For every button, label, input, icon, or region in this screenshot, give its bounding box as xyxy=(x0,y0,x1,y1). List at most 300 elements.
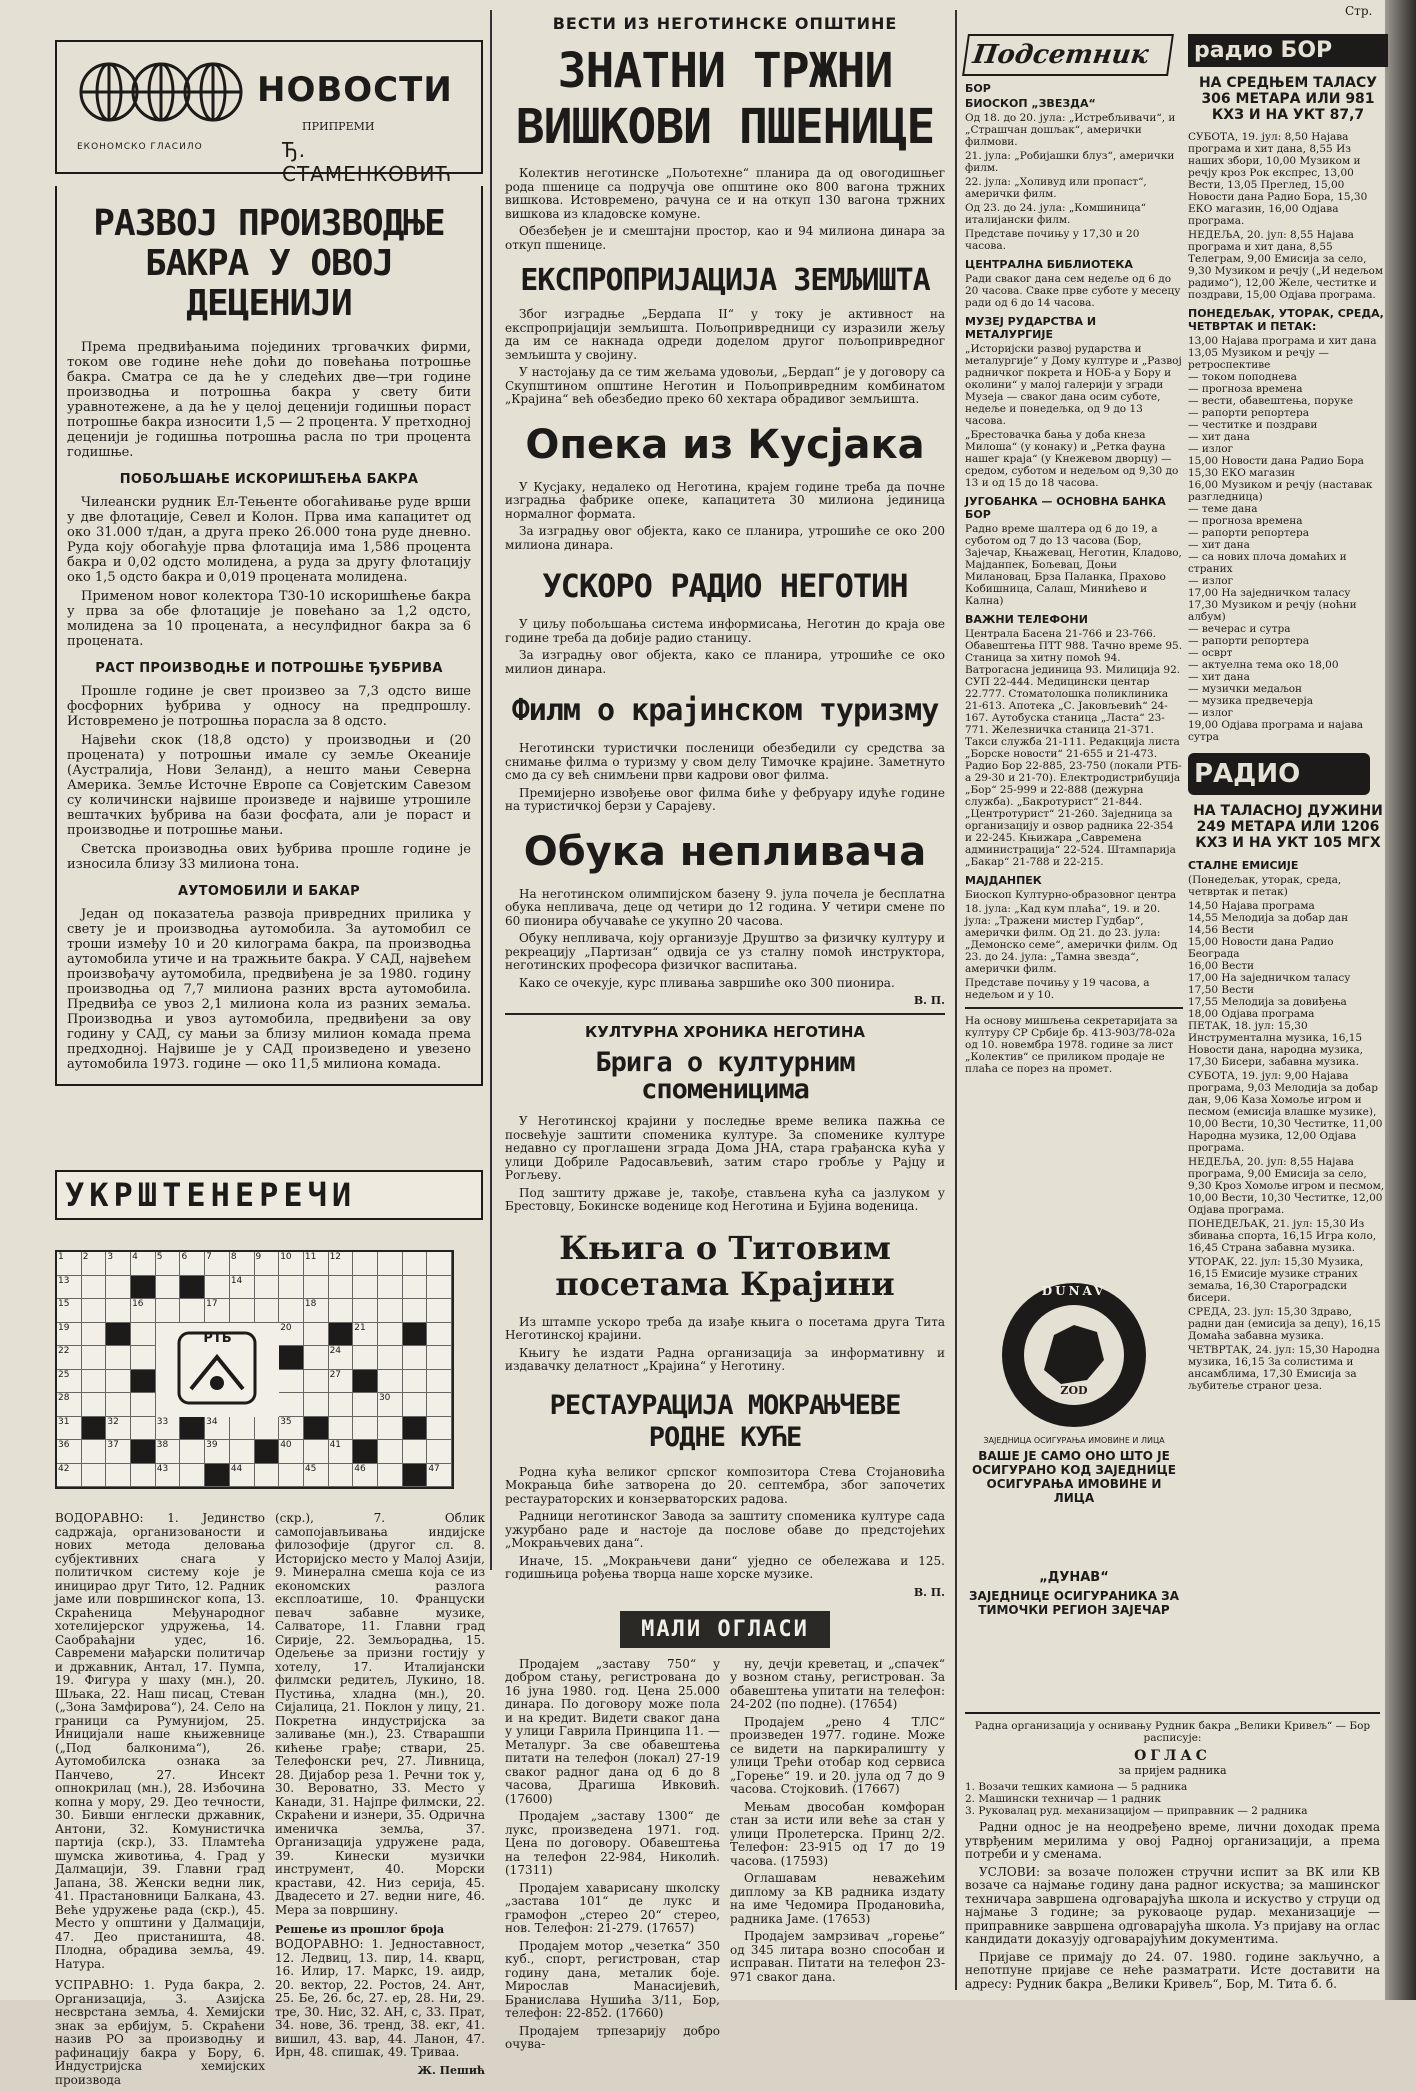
radio-weekday-item: 17,30 Музиком и речју (ноћни албум) xyxy=(1188,599,1357,623)
crossword-grid xyxy=(55,1250,454,1489)
brick-p2: За изградњу овог објекта, како се планира, утрошиће се око 200 милиона динара. xyxy=(505,524,945,552)
crossword-cell[interactable] xyxy=(106,1323,131,1347)
crossword-cell[interactable] xyxy=(304,1393,329,1417)
copper-p2: Применом новог колектора Т30-10 искоришћење бакра у прва за обе флотације је повећано за 1,2 одсто, молидена за 10 процената, а несулфидног бакра за 6 процената. xyxy=(67,589,471,649)
tito-p1: Из штампе ускоро треба да изађе књига о посетама друга Тита Неготинској крајини. xyxy=(505,1314,945,1342)
job-title: ОГЛАС xyxy=(1134,1748,1211,1764)
clues-down-start: УСПРАВНО: 1. Руда бакра, 2. Организација, 3. Азијска несврстана земља, 4. Хемијски знак за ербијум, 5. Скраћени назив РО за производњу и рафинацију бакра у Бору, 6. Индустријска хемијских производа xyxy=(55,1978,265,2087)
fertilizer-p3: Светска производња ових ђубрива прошле године је износила близу 33 милиона тона. xyxy=(67,842,471,872)
crossword-cell[interactable] xyxy=(329,1464,354,1488)
library-text: Ради сваког дана сем недеље од 6 до 20 часова. Сваке прве суботе у месецу ради од 6 до 14 часова. xyxy=(965,273,1181,309)
cinema-1: Од 18. до 20. јула: „Истребљивачи“, и „Страшчан дошљак“, амерички филмови. xyxy=(965,112,1176,148)
solution-title: Решење из прошлог броја xyxy=(275,1923,445,1936)
crossword-cell[interactable] xyxy=(378,1440,403,1464)
crossword-cell[interactable]: 27 xyxy=(329,1370,354,1394)
job-intro: Радна организација у оснивању Рудник бакра „Велики Кривељ“ — Бор расписује: xyxy=(974,1720,1371,1744)
crossword-cell[interactable] xyxy=(279,1464,304,1488)
crossword-cell[interactable] xyxy=(427,1276,452,1300)
radio-weekday-item: — прогноза времена xyxy=(1188,383,1303,395)
phones-heading: ВАЖНИ ТЕЛЕФОНИ xyxy=(965,613,1088,626)
radio-constant-item: 17,00 На заједничком таласу xyxy=(1188,972,1351,984)
culture-kicker: КУЛТУРНА ХРОНИКА НЕГОТИНА xyxy=(584,1023,866,1041)
radio-constant-heading: СТАЛНЕ ЕМИСИЈЕ xyxy=(1188,859,1299,872)
crossword-cell[interactable] xyxy=(255,1464,280,1488)
monuments-p2: Под заштиту државе је, такође, стављена кућа са јазлуком у Брестовцу, Бокинске воденице код Неготина и Бујина воденица. xyxy=(505,1185,945,1213)
radio-weekday-item: 16,00 Музиком и речју (наставак разгледница) xyxy=(1188,479,1373,503)
crossword-cell[interactable]: 37 xyxy=(106,1440,131,1464)
crossword-cell[interactable] xyxy=(180,1464,205,1488)
crossword-cell[interactable]: 12 xyxy=(329,1252,354,1276)
museum-heading: МУЗЕЈ РУДАРСТВА И МЕТАЛУРГИЈЕ xyxy=(965,315,1097,341)
crossword-cell[interactable] xyxy=(427,1440,452,1464)
crossword-cell[interactable] xyxy=(427,1323,452,1347)
crossword-cell[interactable] xyxy=(353,1393,378,1417)
job-item: 3. Руковалац руд. механизацијом — приправник — 2 радника xyxy=(965,1805,1308,1817)
majdanpek-text-3: Представе почињу у 19 часова, а недељом и у 10. xyxy=(965,977,1150,1001)
crossword-cell[interactable] xyxy=(353,1417,378,1441)
radio-column xyxy=(1188,14,1388,1704)
crossword-cell[interactable]: 11 xyxy=(304,1252,329,1276)
radio-constant-list xyxy=(1188,900,1388,1020)
radio-constant-item: 14,50 Најава програма xyxy=(1188,900,1315,912)
rtb-logo-text: РТБ xyxy=(203,1330,232,1346)
radio-thu2: ЧЕТВРТАК, 24. јул: 15,30 Народна музика, 16,15 За солистима и ансамблима, 17,30 Емисија за љубитеље страног џеза. xyxy=(1188,1344,1380,1392)
job-subtitle: за пријем радника xyxy=(1118,1764,1227,1777)
crossword-cell[interactable]: 19 xyxy=(57,1323,82,1347)
dunav-ad xyxy=(965,1280,1183,1510)
logo-title: НОВОСТИ xyxy=(257,70,453,110)
crossword-cell[interactable] xyxy=(82,1464,107,1488)
section-heading-fertilizer: РАСТ ПРОИЗВОДЊЕ И ПОТРОШЊЕ ЂУБРИВА xyxy=(95,661,443,676)
crossword-cell[interactable] xyxy=(156,1276,181,1300)
crossword-cell[interactable] xyxy=(131,1464,156,1488)
crossword-cell[interactable]: 6 xyxy=(180,1252,205,1276)
crossword-cell[interactable] xyxy=(82,1299,107,1323)
crossword-cell[interactable] xyxy=(131,1440,156,1464)
crossword-cell[interactable] xyxy=(378,1370,403,1394)
crossword-cell[interactable] xyxy=(131,1323,156,1347)
crossword-cell[interactable] xyxy=(255,1440,280,1464)
radio-weekday-item: — хит дана xyxy=(1188,431,1250,443)
crossword-cell[interactable]: 34 xyxy=(205,1417,230,1441)
cinema-5: Представе почињу у 17,30 и 20 часова. xyxy=(965,228,1140,252)
job-item: 1. Возачи тешких камиона — 5 радника xyxy=(965,1781,1188,1793)
radio-weekday-item: 15,30 ЕКО магазин xyxy=(1188,467,1296,479)
tito-p2: Књигу ће издати Радна организација за информативну и издавачку делатност „Крајина“ у Неготину. xyxy=(505,1345,945,1373)
cars-p1: Један од показатеља развоја привредних прилика у свету је и производња аутомобила. За аутомобил се троши између 10 и 20 килограма бакра, па производња аутомобила утиче и на тражњите бакра. У САД, највећем произвођачу аутомобила, предвиђена је за 1980. годину производња од 7,7 милиона разних врста аутомобила. Предвиђа се увоз 2,1 милиона кола из разних земаља. Производња и увоз аутомобила, предвиђени за ову годину у САД, су мањи за близу милион комада према предходној. Највише је у САД произведено и увезено аутомобила 1973. године — око 11,5 милиона комада. xyxy=(67,907,471,1072)
crossword-cell[interactable] xyxy=(329,1276,354,1300)
crossword-cell[interactable] xyxy=(403,1323,428,1347)
signature-vp-2: В. П. xyxy=(913,1585,945,1599)
radio-weekday-item: 13,05 Музиком и речју — ретроспективе xyxy=(1188,347,1329,371)
majdanpek-heading: МАЈДАНПЕК xyxy=(965,874,1042,887)
classifieds-banner xyxy=(620,1611,830,1648)
crossword-cell[interactable] xyxy=(427,1417,452,1441)
radio-bor-logo-text: радио БОР xyxy=(1194,38,1333,63)
crossword-cell[interactable] xyxy=(329,1393,354,1417)
crossword-cell[interactable] xyxy=(205,1464,230,1488)
crossword-cell[interactable] xyxy=(403,1346,428,1370)
crossword-cell[interactable] xyxy=(427,1252,452,1276)
job-text-3: Пријаве се примају до 24. 07. 1980. године закључно, а непотпуне пријаве се неће разматрати. Исте доставити на адресу: Рудник бакра „Велики Кривељ“, Бор, М. Тита б. б. xyxy=(965,1949,1380,1991)
radio-weekday-item: 15,00 Новости дана Радио Бора xyxy=(1188,455,1364,467)
crossword-cell[interactable] xyxy=(353,1299,378,1323)
crossword-cell[interactable]: 25 xyxy=(57,1370,82,1394)
crossword-cell[interactable]: 16 xyxy=(131,1299,156,1323)
crossword-cell[interactable] xyxy=(403,1393,428,1417)
signature-vp-1: В. П. xyxy=(913,994,945,1007)
reminder-divider xyxy=(965,1007,1183,1009)
ad-2: Продајем „заставу 1300“ де лукс, произведена 1971. год. Цена по договору. Обавештења на телефон 22-984, Николић. (17311) xyxy=(505,1809,720,1877)
radio-weekday-item: — теме дана xyxy=(1188,503,1258,515)
crossword-cell[interactable] xyxy=(180,1440,205,1464)
majdanpek-text-2: 18. јула: „Кад кум плаћа“, 19. и 20. јула: „Тражени мистер Гудбар“, амерички филм. Од 21. до 23. јула: „Демонско семе“, амерички филм. Од 23. до 24. јула: „Тамна звезда“, амерички филм. xyxy=(965,903,1178,975)
bor-label: БОР xyxy=(965,82,991,95)
crossword-cell[interactable] xyxy=(131,1276,156,1300)
crossword-cell[interactable] xyxy=(403,1370,428,1394)
crossword-cell[interactable]: 30 xyxy=(378,1393,403,1417)
crossword-title: УКРШТЕНЕРЕЧИ xyxy=(65,1176,357,1214)
expropriation-headline: ЕКСПРОПРИЈАЦИЈА ЗЕМЉИШТА xyxy=(520,263,930,298)
crossword-cell[interactable]: 7 xyxy=(205,1252,230,1276)
job-list xyxy=(965,1781,1380,1817)
crossword-cell[interactable]: 41 xyxy=(329,1440,354,1464)
radio-weekday-item: — излог xyxy=(1188,707,1234,719)
ad-8: Мењам двособан комфоран стан за исти или веће за стан у улици Пролетерска. Принц 2/2. Телефон: 23-915 од 17 до 19 часова. (17593) xyxy=(730,1799,945,1868)
crossword-cell[interactable]: 9 xyxy=(255,1252,280,1276)
crossword-cell[interactable] xyxy=(304,1440,329,1464)
crossword-cell[interactable] xyxy=(255,1276,280,1300)
crossword-cell[interactable]: 10 xyxy=(279,1252,304,1276)
section-heading-copper: ПОБОЉШАЊЕ ИСКОРИШЋЕЊА БАКРА xyxy=(119,472,419,487)
radio-constant-item: 18,00 Одјава програма xyxy=(1188,1008,1315,1020)
crossword-cell[interactable]: 39 xyxy=(205,1440,230,1464)
radio-weekday-item: — рапорти репортера xyxy=(1188,527,1309,539)
crossword-cell[interactable]: 1 xyxy=(57,1252,82,1276)
ad-6: ну, дечји креветац, и „спачек“ у возном стању, регистрован. За обавештења упитати на телефон: 24-202 (по подне). (17654) xyxy=(730,1656,945,1711)
crossword-clues xyxy=(55,1511,485,2087)
dunav-zod: ZOD xyxy=(1060,1384,1088,1397)
crossword-cell[interactable]: 38 xyxy=(156,1440,181,1464)
wheat-headline: ЗНАТНИ ТРЖНИ ВИШКОВИ ПШЕНИЦЕ xyxy=(515,43,935,155)
crossword-cell[interactable]: 13 xyxy=(57,1276,82,1300)
crossword-cell[interactable] xyxy=(427,1299,452,1323)
dunav-ring-text: ЗАЈЕДНИЦА ОСИГУРАЊА ИМОВИНЕ И ЛИЦА xyxy=(983,1436,1165,1445)
monuments-p1: У Неготинској крајини у последње време велика пажња се посвећује заштити споменика културе. За споменике културе недавно су проглашени зграда Дома ЈНА, стара грађанска кућа у улици Добриле Радосављевић, затим старо гробље у Рајцу и Рогљеву. xyxy=(505,1114,945,1182)
radio-weekdays-heading: ПОНЕДЕЉАК, УТОРАК, СРЕДА, ЧЕТВРТАК И ПЕТАК: xyxy=(1188,307,1384,333)
crossword-cell[interactable] xyxy=(180,1417,205,1441)
brick-p1: У Кусјаку, недалеко од Неготина, крајем године треба да почне изградња фабрике опеке, капацитета 30 милиона јединица нормалног формата. xyxy=(505,479,945,521)
crossword-cell[interactable] xyxy=(403,1464,428,1488)
crossword-cell[interactable]: 18 xyxy=(304,1299,329,1323)
crossword-cell[interactable]: 36 xyxy=(57,1440,82,1464)
cinema-3: 22. јула: „Холивуд или пропаст“, амерички филм. xyxy=(965,176,1147,200)
radio-weekday-item: — актуелна тема око 18,00 xyxy=(1188,659,1339,671)
crossword-cell[interactable] xyxy=(304,1370,329,1394)
crossword-cell[interactable]: 46 xyxy=(353,1464,378,1488)
radio-bor-frequency: НА СРЕДЊЕМ ТАЛАСУ 306 МЕТАРА ИЛИ 981 КХЗ И НА УКТ 87,7 xyxy=(1198,75,1378,123)
radio-weekday-item: — излог xyxy=(1188,575,1234,587)
ad-9: Оглашавам неважећим диплому за КВ радника издату на име Чедомира Продановића, радника Јаме. (17653) xyxy=(730,1871,945,1926)
film-headline: Филм о крајинском туризму xyxy=(511,693,939,728)
crossword-cell[interactable] xyxy=(279,1393,304,1417)
crossword-cell[interactable] xyxy=(403,1299,428,1323)
crossword-cell[interactable]: 17 xyxy=(205,1299,230,1323)
reminder-logo-text: Подсетник xyxy=(970,40,1151,70)
crossword-cell[interactable] xyxy=(353,1370,378,1394)
crossword-cell[interactable]: 24 xyxy=(329,1346,354,1370)
crossword-cell[interactable] xyxy=(403,1417,428,1441)
dunav-logo-icon xyxy=(999,1280,1149,1430)
page-edge-shadow xyxy=(1385,0,1416,2000)
radio-p2: За изградњу овог објекта, како се планира, утрошиће се око милион динара. xyxy=(505,648,945,676)
ad-3: Продајем хаварисану школску „застава 101“ де лукс и грамофон „стерео 20“ стерео, нов. Телефон: 21-279. (17657) xyxy=(505,1880,720,1935)
section-heading-cars: АУТОМОБИЛИ И БАКАР xyxy=(178,884,360,899)
radio-constant-item: 16,00 Вести xyxy=(1188,960,1255,972)
fertilizer-p1: Прошле године је свет произвео за 7,3 одсто више фосфорних ђубрива у односу на предпрошлу. Истовремено је потрошња порасла за 8 одсто. xyxy=(67,684,471,729)
crossword-cell[interactable]: 42 xyxy=(57,1464,82,1488)
crossword-cell[interactable] xyxy=(427,1346,452,1370)
crossword-cell[interactable] xyxy=(255,1299,280,1323)
crossword-cell[interactable]: 32 xyxy=(106,1417,131,1441)
crossword-cell[interactable]: 15 xyxy=(57,1299,82,1323)
crossword-cell[interactable] xyxy=(403,1276,428,1300)
crossword-cell[interactable] xyxy=(131,1370,156,1394)
job-ad xyxy=(965,1712,1380,2000)
radio-sun2: НЕДЕЉА, 20. јул: 8,55 Најава програма, 9,00 Емисија за село, 9,30 Кроз Хомоље игром и песмом, 10,00 Вести, 10,30 Честитке, 12,00 Одјава програма. xyxy=(1188,1156,1385,1216)
crossword-cell[interactable] xyxy=(131,1417,156,1441)
copper-p1: Чилеански рудник Ел-Тењенте обогаћивање руде врши у две флотације, Севел и Колон. Прва има капацитет од око 31.000 т/дан, а друга преко 26.000 тона руде дневно. Руда коју обогаћује прва флотација има 1,586 процента бакра и 0,02 одсто молидена, а руда за другу флотацију око 1,5 одсто бакра и 0,019 процената молидена. xyxy=(67,495,471,585)
crossword-cell[interactable] xyxy=(378,1464,403,1488)
job-text-1: Радни однос је на неодређено време, лични доходак према утврђеним мерилима у овој Радној организацији, а према потреби и у сменама. xyxy=(965,1820,1380,1861)
crossword-cell[interactable]: 20 xyxy=(279,1323,304,1347)
dunav-bottom xyxy=(965,1570,1183,1617)
crossword-cell[interactable]: 40 xyxy=(279,1440,304,1464)
crossword-cell[interactable] xyxy=(304,1417,329,1441)
dunav-region: ЗАЈЕДНИЦЕ ОСИГУРАНИКА ЗА ТИМОЧКИ РЕГИОН ЗАЈЕЧАР xyxy=(969,1589,1179,1617)
center-column xyxy=(505,14,945,2051)
crossword-cell[interactable] xyxy=(279,1276,304,1300)
crossword-cell[interactable] xyxy=(156,1299,181,1323)
radio-weekday-item: 19,00 Одјава програма и најава сутра xyxy=(1188,719,1364,743)
mokranjac-p1: Родна кућа великог српског композитора Стева Стојановића Мокрањца биће затворена до 20. септембра, због започетих рестаураторских и конзерваторских радова. xyxy=(505,1464,945,1506)
crossword-cell[interactable] xyxy=(106,1276,131,1300)
globe-logo-icon xyxy=(77,50,247,140)
rtb-logo-icon xyxy=(156,1323,279,1417)
crossword-cell[interactable] xyxy=(205,1276,230,1300)
crossword-cell[interactable] xyxy=(230,1440,255,1464)
crossword-cell[interactable] xyxy=(82,1417,107,1441)
crossword-cell[interactable] xyxy=(403,1440,428,1464)
crossword-cell[interactable]: 2 xyxy=(82,1252,107,1276)
crossword-cell[interactable]: 3 xyxy=(106,1252,131,1276)
radio-weekday-item: 13,00 Најава програма и хит дана xyxy=(1188,335,1377,347)
crossword-cell[interactable] xyxy=(304,1346,329,1370)
crossword-cell[interactable] xyxy=(378,1276,403,1300)
expro-p1: Због изградње „Бердапа II“ у току је активност на експропријацији земљишта. Пољопривредници су изразили жељу да им се накнада одреди доделом другог пољопривредног земљишта у својину. xyxy=(505,307,945,362)
radio-weekday-item: — хит дана xyxy=(1188,671,1250,683)
crossword-cell[interactable] xyxy=(131,1393,156,1417)
fertilizer-p2: Највећи скок (18,8 одсто) у производњи и (20 процената) у потрошњи имале су земље Океаније (Аустралија, Нови Зеланд), а нешто мањи Северна Америка. Земље Источне Европе са Совјетским Савезом су количински највише произведе и највише утрошиле вештачких ђубрива на бази фосфата, али је пораст и производње и потрошње мањи. xyxy=(67,733,471,838)
crossword-title-box xyxy=(55,1170,483,1220)
crossword-cell[interactable] xyxy=(82,1370,107,1394)
crossword-cell[interactable] xyxy=(106,1464,131,1488)
crossword-cell[interactable] xyxy=(427,1370,452,1394)
radio-sat2: СУБОТА, 19. јул: 9,00 Најава програма, 9,03 Мелодија за добар дан, 9,06 Каза Хомоље игром и песмом (емисија влашке музике), 10,00 Вести, 10,30 Честитке, 11,00 Народна музика, 12,00 Одјава програма. xyxy=(1188,1070,1383,1154)
ad-4: Продајем мотор „чезетка“ 350 куб., спорт, регистрован, стар годину дана, металик боје. Мирослав Манасијевић, Бранислава Нушића 3/11, Бор, телефон: 22-852. (17660) xyxy=(505,1938,720,2020)
crossword-cell[interactable] xyxy=(230,1417,255,1441)
crossword-cell[interactable]: 33 xyxy=(156,1417,181,1441)
crossword-cell[interactable] xyxy=(378,1323,403,1347)
radio-constant-item: 17,50 Вести xyxy=(1188,984,1255,996)
crossword-cell[interactable] xyxy=(82,1393,107,1417)
crossword-cell[interactable] xyxy=(304,1323,329,1347)
ad-5: Продајем трпезарију добро очува- xyxy=(505,2023,720,2051)
crossword-cell[interactable] xyxy=(353,1276,378,1300)
crossword-cell[interactable]: 22 xyxy=(57,1346,82,1370)
majdanpek-text-1: Биоскоп Културно-образовног центра xyxy=(965,889,1177,901)
logo-subtitle: ЕКОНОМСКО ГЛАСИЛО xyxy=(77,142,203,152)
crossword-cell[interactable]: 47 xyxy=(427,1464,452,1488)
crossword-cell[interactable]: 43 xyxy=(156,1464,181,1488)
dunav-slogan: ВАШЕ ЈЕ САМО ОНО ШТО ЈЕ ОСИГУРАНО КОД ЗАЈЕДНИЦЕ ОСИГУРАЊА ИМОВИНЕ И ЛИЦА xyxy=(972,1449,1176,1505)
crossword-cell[interactable] xyxy=(82,1346,107,1370)
radio-weekday-item: — вечерас и сутра xyxy=(1188,623,1291,635)
crossword-cell[interactable] xyxy=(329,1323,354,1347)
radio-tue2: УТОРАК, 22. јул: 15,30 Музика, 16,15 Емисије музике страних земаља, 16,30 Староградски бисери. xyxy=(1188,1256,1364,1304)
radio-weekday-item: — осврт xyxy=(1188,647,1233,659)
crossword-cell[interactable]: 4 xyxy=(131,1252,156,1276)
radio-weekday-item: — излог xyxy=(1188,443,1234,455)
copper-intro: Према предвиђањима појединих трговачких фирми, током ове године неће доћи до повећања потрошње бакра. Смaтра се да ће у следећих две—три године производња и потрошња бакра у свету бити уравнотежене, а да ће у целој деценији годишњи пораст потрошње бакра износити 1,5 — 2 процента. У претходној деценији је годишња потрошња расла по три процента годишње. xyxy=(67,340,471,460)
crossword-cell[interactable]: 5 xyxy=(156,1252,181,1276)
museum-text-1: „Историјски развој рударства и металургије“ у Дому културе и „Развој радничког покрета и НОБ-а у Бору и околини“ у малој галерији у згради Музеја — сваког дана осим суботе, недеље и понедељка, од 9 до 13 часова. xyxy=(965,343,1182,427)
crossword-cell[interactable] xyxy=(378,1299,403,1323)
crossword-cell[interactable] xyxy=(378,1252,403,1276)
clues-down-cont: (скр.), 7. Облик самопојављивања индијске филозофије (другог сл. 8. Историјско место у Малој Азији, 9. Минерална смеша која се из економских разлога експлоатише, 10. Француски певач забавне музике, Салваторе, 11. Главни град Сирије, 22. Земљорадња, 15. Одељење за призни гостију у хотелу, 17. Италијански филмски редитељ, Лукино, 18. Пустиња, хладна (мн.), 20. Сијалица, 21. Поклон у лицу, 21. Покретна индустријска за заливање (мн.), 23. Стварашпи кићење грађе; ствари, 25. Телефонски реч, 27. Ливница, 28. Дијабор реза 1. Речни ток у, 30. Вероватно, 33. Место у Канади, 31. Најпре филмски, 22. Скраћени и изнери, 35. Одрична именичка земља, 37. Организација удружене рада, 39. Кинески музички инструмент, 40. Морски крастави, 42. Низ серија, 45. Двадесето и 27. ведни ниге, 46. Мера за површину. xyxy=(275,1511,485,1917)
reminder-logo xyxy=(962,34,1174,76)
crossword-cell[interactable] xyxy=(279,1299,304,1323)
ad-7: Продајем „рено 4 ТЛС“ произведен 1977. године. Може се видети на паркиралишту у улици Трећи отобар код сервиса „Горење“ 19. и 20. јула од 7 до 9 часова. Стојковић. (17667) xyxy=(730,1714,945,1796)
crossword-cell[interactable] xyxy=(353,1346,378,1370)
radio-weekday-item: — прогноза времена xyxy=(1188,515,1303,527)
radio-sun: НЕДЕЉА, 20. јул: 8,55 Најава програма и хит дана, 8,55 Телеграм, 9,00 Емисија за село, 9,30 Музиком и речју („И недељом радимо“), 12,00 Желе, честитке и поздрави, 15,00 Одјава програма. xyxy=(1188,229,1384,301)
column-rule-left xyxy=(490,10,492,1570)
crossword-cell[interactable]: 8 xyxy=(230,1252,255,1276)
classifieds-title: МАЛИ ОГЛАСИ xyxy=(641,1616,809,1642)
crossword-cell[interactable] xyxy=(329,1299,354,1323)
crossword-cell[interactable]: 44 xyxy=(230,1464,255,1488)
novosti-masthead xyxy=(55,40,483,186)
page-number-top: Стр. xyxy=(1345,4,1373,18)
crossword-cell[interactable]: 14 xyxy=(230,1276,255,1300)
radio-weekday-list xyxy=(1188,335,1388,743)
crossword-cell[interactable] xyxy=(180,1276,205,1300)
radio-weekday-item: — рапорти репортера xyxy=(1188,635,1309,647)
radio-weekday-item: — са нових плоча домаћих и страних xyxy=(1188,551,1347,575)
crossword-cell[interactable] xyxy=(329,1417,354,1441)
crossword-cell[interactable] xyxy=(106,1393,131,1417)
brick-headline: Опека из Кусјака xyxy=(525,421,925,468)
radio-wed2: СРЕДА, 23. јул: 15,30 Здраво, радни дан (емисија за децу), 16,15 Домаћа забавна музика. xyxy=(1188,1306,1381,1342)
column-rule-right xyxy=(955,10,957,1990)
swim-p2: Обуку непливача, коју организује Друштво за физичку културу и рекреацију „Партизан“ одвија се уз сталну помоћ инструктора, неготинских професора физичког васпитања. xyxy=(505,931,945,972)
center-kicker: ВЕСТИ ИЗ НЕГОТИНСКЕ ОПШТИНЕ xyxy=(552,14,898,33)
author-name: Ђ. СТАМЕНКОВИЋ xyxy=(282,138,453,186)
radio-weekday-item: — током поподнева xyxy=(1188,371,1297,383)
cinema-4: Од 23. до 24. јула: „Комшиница“ италијански филм. xyxy=(965,202,1147,226)
swim-headline: Обука непливача xyxy=(523,828,927,875)
mokranjac-p2: Радници неготинског Завода за заштиту споменика културе сада ужурбано раде и настоје да послове обаве до предстојећих „Мокрањчевих дана“. xyxy=(505,1509,945,1550)
crossword-cell[interactable] xyxy=(378,1417,403,1441)
ad-10: Продајем замрзивач „горење“ од 345 литара возно способан и исправан. Питати на телефон 23-971 сваког дана. xyxy=(730,1929,945,1984)
radio-constant-item: 14,55 Мелодија за добар дан xyxy=(1188,912,1349,924)
radio-weekday-item: — музички медаљон xyxy=(1188,683,1303,695)
radio-constant-days: (Понедељак, уторак, среда, четвртак и петак) xyxy=(1188,874,1342,898)
crossword-cell[interactable]: 35 xyxy=(279,1417,304,1441)
crossword-cell[interactable] xyxy=(106,1346,131,1370)
solution-text: ВОДОРАВНО: 1. Једноставност, 12. Ледвиц, 13. пир, 14. кварц, 16. Илир, 17. Маркс, 19. аидр, 20. вектор, 22. Ростов, 24. Ант, 25. Бе, 26. бс, 27. ер, 28. Ни, 29. тре, 30. Ниc, 32. АН, с, 33. Прат, 34. нове, 36. тренд, 38. екг, 41. вишил, 43. вар, 44. Ланон, 47. Ирн, 48. спишак, 49. Триваа. xyxy=(275,1937,485,2059)
radio-weekday-item: — хит дана xyxy=(1188,539,1250,551)
crossword-cell[interactable] xyxy=(279,1346,304,1370)
crossword-cell[interactable]: 21 xyxy=(353,1323,378,1347)
radio-p1: У циљу побољшања система информисања, Неготин до краја ове године треба да добије радио станицу. xyxy=(505,617,945,645)
crossword-cell[interactable] xyxy=(106,1299,131,1323)
crossword-cell[interactable] xyxy=(378,1346,403,1370)
radio-weekday-item: — рапорти репортера xyxy=(1188,407,1309,419)
crossword-cell[interactable] xyxy=(255,1417,280,1441)
radio-sat: СУБОТА, 19. јул: 8,50 Најава програма и хит дана, 8,55 Из наших збори, 10,00 Музиком и речју кроз Рок експрес, 13,00 Вести, 13,05 Преглед, 15,00 Новости дана Радио Бора, 15,30 ЕКО магазин, 16,00 Одјава програма. xyxy=(1188,131,1368,227)
monuments-headline: Брига о културним споменицима xyxy=(595,1047,855,1105)
crossword-cell[interactable] xyxy=(279,1370,304,1394)
job-text-2: УСЛОВИ: за возаче положен стручни испит за ВК или КВ возаче са најмање годину дана радног искуства; за машинског техничара завршена одговарајућа школа и искуство у струци од најмање 3 године; за руковаоце рудар. механизације — приправнике завршена одговарајућа школа. Уз пријаву на оглас кандидати доказују одговарајућим документима. xyxy=(965,1864,1380,1946)
crossword-cell[interactable] xyxy=(403,1252,428,1276)
classifieds xyxy=(505,1658,945,2056)
crossword-cell[interactable] xyxy=(82,1323,107,1347)
radio-constant-item: 14,56 Вести xyxy=(1188,924,1255,936)
crossword-cell[interactable] xyxy=(353,1440,378,1464)
crossword-cell[interactable] xyxy=(82,1276,107,1300)
crossword-cell[interactable] xyxy=(353,1252,378,1276)
crossword-cell[interactable] xyxy=(106,1370,131,1394)
tax-notice: На основу мишљења секретаријата за културу СР Србије бр. 413-903/78-02а од 10. новембра 1978. године за лист „Колектив“ се приликом продаје не плаћа се порез на промет. xyxy=(965,1015,1178,1075)
crossword-cell[interactable]: 28 xyxy=(57,1393,82,1417)
dunav-brand: DUNAV xyxy=(1041,1284,1107,1298)
crossword-cell[interactable]: 45 xyxy=(304,1464,329,1488)
phones-text: Централа Басена 21-766 и 23-766. Обавештења ПТТ 988. Тачно време 95. Станица за хитну помоћ 94. Ватрогасна јединица 93. Милиција 92. СУП 22-444. Медицински центар 22.777. Стоматолошка поликлиника 21-613. Апотека „С. Јаковљевић“ 24-167. Аутобуска станица „Ласта“ 23-771. Железничка станица 21-371. Такси служба 21-111. Редакција листа „Борске новости“ 21-655 и 21-473. Радио Бор 22-885, 23-750 (локали РТБ-а 29-30 и 21-70). Електродистрибуција „Бор“ 25-999 и 22-888 (дежурна служба). „Бакротурист“ 21-844. „Центротурист“ 21-260. Заједница за организацију и озвор радника 22-354 и 22-245. Књижара „Савремена администрација“ 22-524. Штампарија „Бакар“ 21-788 и 22-215. xyxy=(965,628,1183,868)
cinema-2: 21. јула: „Робијашки блуз“, амерички филм. xyxy=(965,150,1175,174)
crossword-cell[interactable] xyxy=(131,1346,156,1370)
left-column xyxy=(55,40,485,1086)
museum-text-2: „Брестовачка бања у доба кнеза Милоша“ (у конаку) и „Ретка фауна нашег краја“ (у Кнежевом дворцу) — средом, суботом и недељом од 9,30 до 13 и од 15 до 18 часова. xyxy=(965,429,1179,489)
radio-negotin-logo-text: РАДИО xyxy=(1194,759,1301,789)
crossword-cell[interactable] xyxy=(230,1299,255,1323)
crossword-cell[interactable] xyxy=(427,1393,452,1417)
film-p2: Премијерно извођење овог филма биће у фебруару идуће године на туристичкој берзи у Сарајеву. xyxy=(505,785,945,813)
crossword-cell[interactable] xyxy=(304,1276,329,1300)
crossword-cell[interactable] xyxy=(82,1440,107,1464)
radio-bor-logo xyxy=(1188,34,1388,67)
crossword-cell[interactable] xyxy=(180,1299,205,1323)
center-divider xyxy=(505,1013,945,1015)
radio-negotin-frequency: НА ТАЛАСНОЈ ДУЖИНИ 249 МЕТАРА ИЛИ 1206 КХЗ И НА УКТ 105 МГХ xyxy=(1193,803,1383,851)
copper-headline: РАЗВОЈ ПРОИЗВОДЊЕ БАКРА У ОВОЈ ДЕЦЕНИЈИ xyxy=(93,203,445,324)
bank-text: Радно време шалтера од 6 до 19, а суботом од 7 до 13 часова (Бор, Зајечар, Књажевац, Неготин, Кладово, Мајданпек, Бољевац, Доњи Милановац, Брза Паланка, Прахово Кобишница, Салаш, Минићево и Кална) xyxy=(965,523,1182,607)
radio-weekday-item: 17,00 На заједничком таласу xyxy=(1188,587,1351,599)
swim-p1: На неготинском олимпијском базену 9. јула почела је бесплатна обука непливача, деце од четири до 12 година. У четири смене по 60 пионира обучаваће се укупно 20 часова. xyxy=(505,886,945,928)
crossword-cell[interactable]: 31 xyxy=(57,1417,82,1441)
mokranjac-headline: РЕСТАУРАЦИЈА МОКРАЊЧЕВЕ РОДНЕ КУЋЕ xyxy=(549,1389,901,1453)
